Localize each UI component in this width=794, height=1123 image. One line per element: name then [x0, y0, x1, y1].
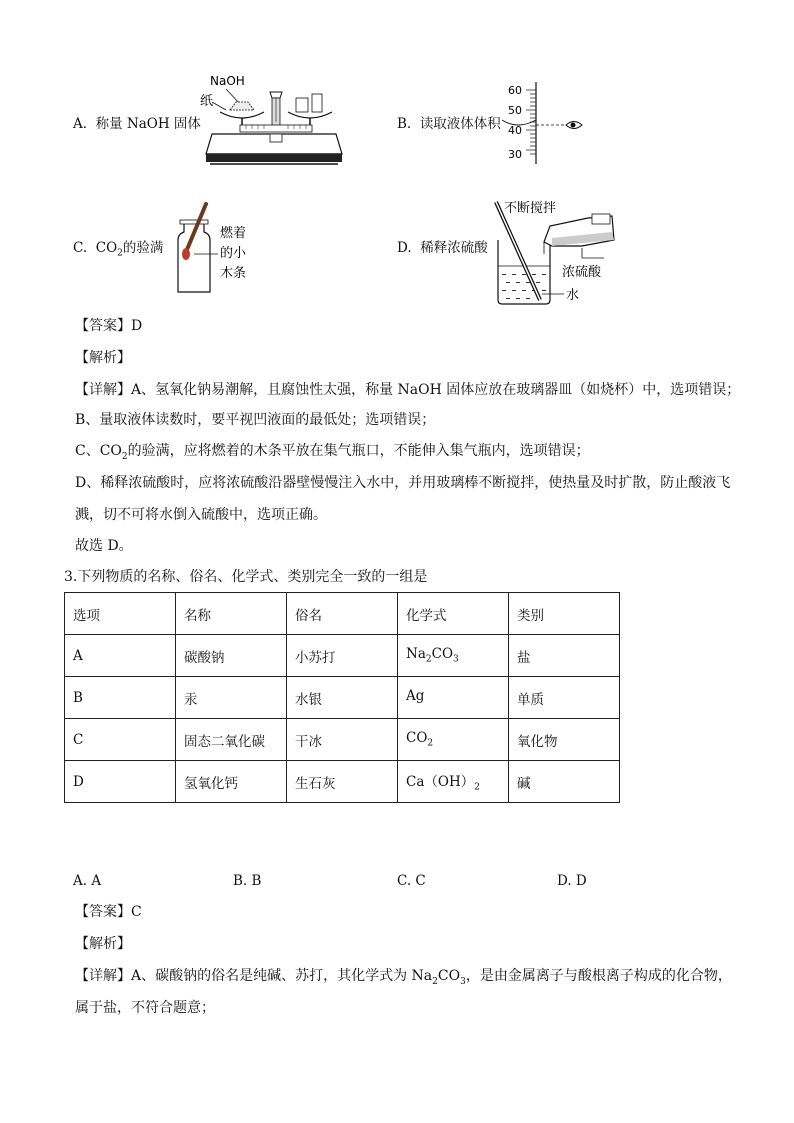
option-a-caption: 称量 NaOH 固体 — [95, 116, 201, 132]
q3-answer: 【答案】C — [75, 904, 142, 920]
stick-label-1: 燃着 — [220, 226, 247, 241]
option-b-label: B. 读取液体体积 — [397, 116, 501, 132]
q3-line-1: 【详解】A、碳酸钠的俗名是纯碱、苏打，其化学式为 $Na_2CO_3$，是由金属离子与酸根离子构成的化合物， — [75, 968, 732, 987]
table-row: D 氢氧化钙 生石灰 $Ca(OH)_2$ 碱 — [65, 761, 620, 803]
q2-line-d: D、稀释浓硫酸时，应将浓硫酸沿器壁慢慢注入水中，并用玻璃棒不断搅拌，使热量及时扩散，防止酸液飞 — [75, 475, 731, 491]
q3-analysis-tag: 【解析】 — [75, 936, 131, 952]
gas-bottle-figure — [168, 200, 258, 298]
q2-conclusion: 故选 D。 — [75, 538, 133, 554]
tick-30: 30 — [508, 148, 522, 161]
water-label: 水 — [566, 288, 580, 303]
tick-60: 60 — [508, 84, 522, 97]
option-b-caption: 读取液体体积 — [419, 116, 501, 132]
q2-analysis-tag: 【解析】 — [75, 350, 131, 366]
table-row: A 碳酸钠 小苏打 $Na_2CO_3$ 盐 — [65, 635, 620, 677]
tick-50: 50 — [508, 104, 522, 117]
acid-label: 浓硫酸 — [562, 265, 602, 280]
naoh-label: NaOH — [210, 74, 245, 88]
stick-label-3: 木条 — [220, 266, 247, 281]
stick-label-2: 的小 — [220, 246, 247, 261]
choice-b[interactable]: B. B — [233, 873, 262, 889]
table-header-row: 选项 名称 俗名 化学式 类别 — [65, 593, 620, 635]
choice-c[interactable]: C. C — [397, 873, 426, 889]
q2-line-a: 【详解】A、氢氧化钠易潮解，且腐蚀性太强，称量 NaOH 固体应放在玻璃器皿（如烧杯）中，选项错误； — [75, 382, 741, 398]
dilution-figure — [492, 196, 624, 308]
option-d-label: D. 稀释浓硫酸 — [397, 240, 488, 256]
q3-table — [64, 592, 620, 803]
q2-line-d2: 溅，切不可将水倒入硫酸中，选项正确。 — [75, 507, 327, 523]
table-row: B 汞 水银 Ag 单质 — [65, 677, 620, 719]
balance-figure — [196, 72, 346, 170]
choice-a[interactable]: A. A — [73, 873, 102, 889]
stir-label: 不断搅拌 — [504, 201, 557, 216]
q2-line-c: C、$CO_2$的验满，应将燃着的木条平放在集气瓶口，不能伸入集气瓶内，选项错误； — [75, 443, 590, 462]
q2-answer: 【答案】D — [75, 318, 143, 334]
q2-line-b: B、量取液体读数时，要平视凹液面的最低处；选项错误； — [75, 412, 436, 428]
q3-line-2: 属于盐，不符合题意； — [75, 1000, 215, 1016]
paper-label: 纸 — [200, 94, 214, 109]
tick-40: 40 — [508, 124, 522, 137]
cylinder-figure — [500, 80, 590, 166]
table-row: C 固态二氧化碳 干冰 $CO_2$ 氧化物 — [65, 719, 620, 761]
option-d-caption: 稀释浓硫酸 — [420, 240, 488, 256]
option-c-label: C. $CO_2$的验满 — [73, 240, 164, 259]
choice-d[interactable]: D. D — [557, 873, 587, 889]
option-a-label: A. 称量 NaOH 固体 — [73, 116, 201, 132]
q3-stem: 3.下列物质的名称、俗名、化学式、类别完全一致的一组是 — [64, 569, 428, 585]
